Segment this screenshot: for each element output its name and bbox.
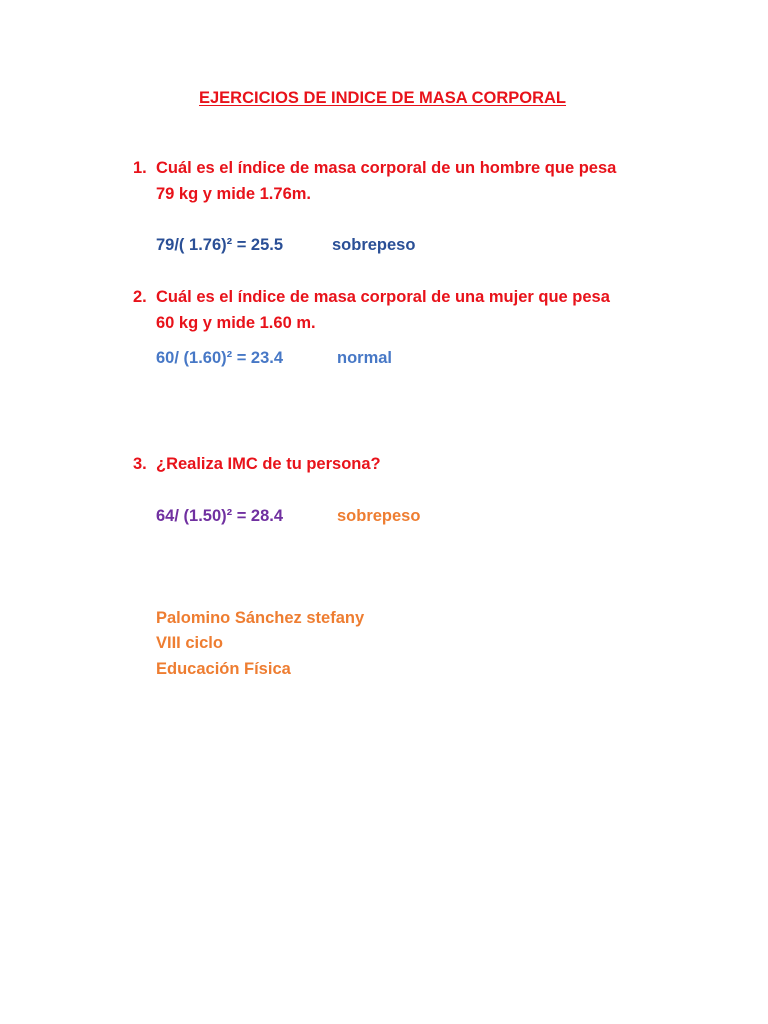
exercise-2-question-line-2: 60 kg y mide 1.60 m.	[156, 314, 316, 332]
exercise-1-formula: 79/( 1.76)² = 25.5	[156, 236, 284, 254]
exercise-3-formula: 64/ (1.50)² = 28.4	[156, 507, 284, 525]
exercise-2-formula: 60/ (1.60)² = 23.4	[156, 349, 284, 367]
author-name: Palomino Sánchez stefany	[156, 609, 365, 627]
document-title: EJERCICIOS DE INDICE DE MASA CORPORAL	[199, 89, 567, 107]
exercise-2-number: 2.	[133, 288, 147, 306]
exercise-1-question-line-2: 79 kg y mide 1.76m.	[156, 185, 312, 203]
exercise-3-result: sobrepeso	[337, 507, 421, 525]
author-cycle: VIII ciclo	[156, 634, 223, 652]
exercise-3-question-line-1: ¿Realiza IMC de tu persona?	[156, 455, 381, 473]
author-course: Educación Física	[156, 660, 291, 678]
exercise-1-number: 1.	[133, 159, 147, 177]
exercise-2-question-line-1: Cuál es el índice de masa corporal de una mujer que pesa	[156, 288, 610, 306]
exercise-1-result: sobrepeso	[332, 236, 416, 254]
exercise-3-number: 3.	[133, 455, 147, 473]
exercise-1-question-line-1: Cuál es el índice de masa corporal de un hombre que pesa	[156, 159, 617, 177]
exercise-2-result: normal	[337, 349, 393, 367]
